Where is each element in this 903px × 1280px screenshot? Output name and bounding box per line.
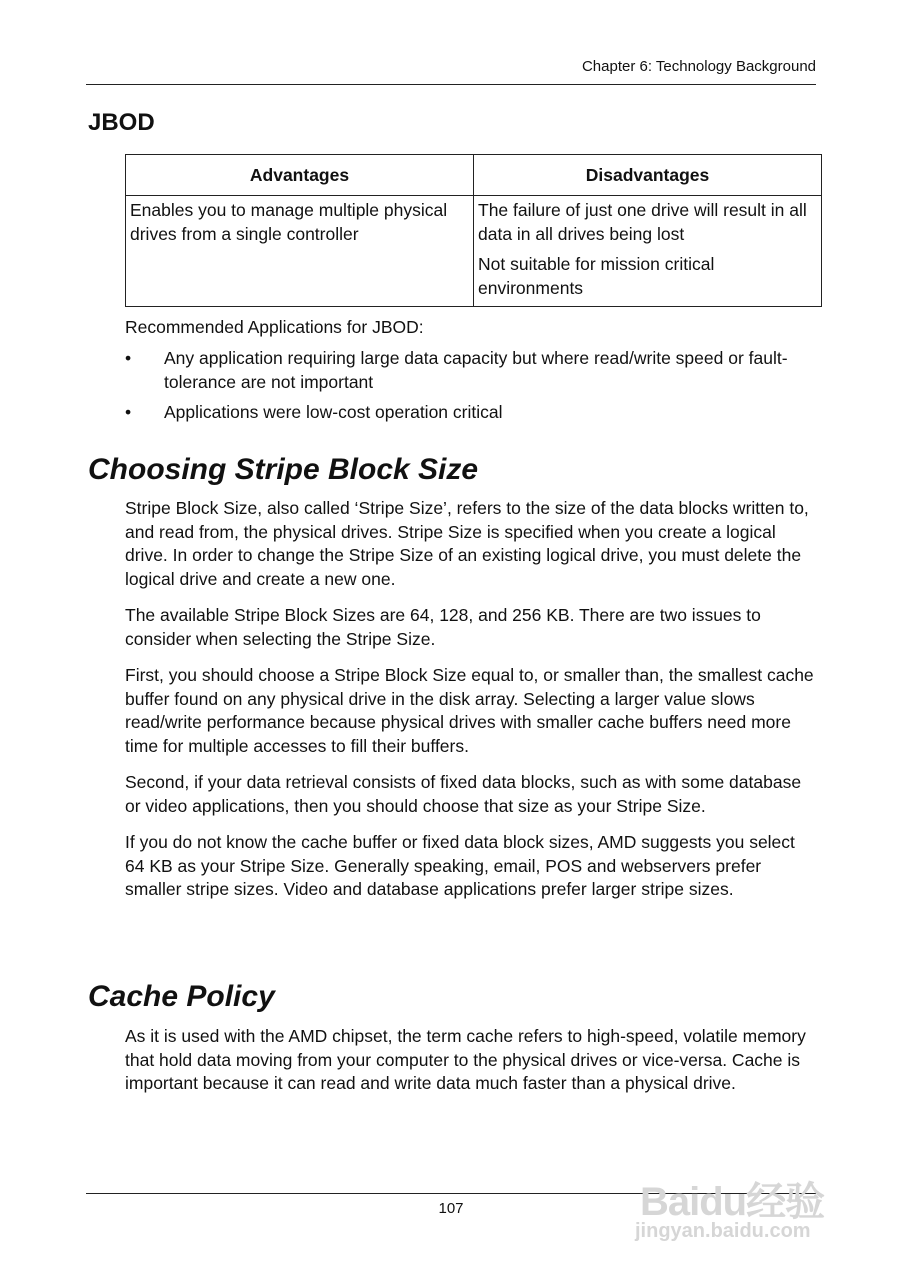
disadvantages-cell — [474, 196, 822, 307]
recommended-applications-list — [125, 346, 815, 430]
list-item-text: Applications were low-cost operation critical — [164, 402, 503, 422]
disadvantage-item: The failure of just one drive will result in all data in all drives being lost — [478, 200, 807, 244]
bullet-icon: • — [125, 348, 132, 368]
disadvantage-item: Not suitable for mission critical environments — [478, 254, 715, 298]
advantages-column-header: Advantages — [126, 155, 474, 196]
page-number: 107 — [438, 1200, 464, 1217]
jbod-pros-cons-table — [125, 154, 822, 307]
header-rule — [86, 84, 816, 85]
cache-policy-heading: Cache Policy — [88, 980, 275, 1013]
recommended-applications-label: Recommended Applications for JBOD: — [125, 317, 424, 337]
watermark-url: jingyan.baidu.com — [635, 1220, 811, 1242]
bullet-icon: • — [125, 402, 132, 422]
advantages-cell — [126, 196, 474, 307]
advantage-item: Enables you to manage multiple physical drives from a single controller — [130, 200, 448, 244]
watermark — [635, 1150, 860, 1250]
list-item — [125, 400, 815, 424]
stripe-block-size-heading: Choosing Stripe Block Size — [88, 453, 479, 486]
list-item — [125, 346, 815, 394]
disadvantages-column-header: Disadvantages — [474, 155, 822, 196]
jbod-heading: JBOD — [88, 109, 155, 136]
paragraph: First, you should choose a Stripe Block Size equal to, or smaller than, the smallest cache buffer found on any physical drive in the disk array. Selecting a larger value slows read/write performance because physical drives with smaller cache buffers need more time for multiple accesses to fill their buffers. — [125, 665, 814, 756]
watermark-logo: Baidu经验 — [640, 1180, 825, 1224]
paragraph: If you do not know the cache buffer or fixed data block sizes, AMD suggests you select 64 KB as your Stripe Size. Generally speaking, email, POS and webservers prefer smaller stripe sizes. Video and database applications prefer larger stripe sizes. — [125, 832, 795, 899]
stripe-block-size-body — [125, 497, 815, 915]
paragraph: Stripe Block Size, also called ‘Stripe Size’, refers to the size of the data blocks written to, and read from, the physical drives. Stripe Size is specified when you create a logical drive. In order to change the Stripe Size of an existing logical drive, you must delete the logical drive and create a new one. — [125, 498, 809, 589]
paragraph: Second, if your data retrieval consists of fixed data blocks, such as with some database or video applications, then you should choose that size as your Stripe Size. — [125, 772, 802, 816]
paragraph: As it is used with the AMD chipset, the term cache refers to high-speed, volatile memory that hold data moving from your computer to the physical drives or vice-versa. Cache is important because it can read and write data much faster than a physical drive. — [125, 1026, 806, 1093]
running-header: Chapter 6: Technology Background — [581, 58, 816, 75]
list-item-text: Any application requiring large data capacity but where read/write speed or fault-tolerance are not important — [164, 348, 788, 392]
paragraph: The available Stripe Block Sizes are 64, 128, and 256 KB. There are two issues to consider when selecting the Stripe Size. — [125, 605, 761, 649]
cache-policy-body — [125, 1025, 815, 1109]
